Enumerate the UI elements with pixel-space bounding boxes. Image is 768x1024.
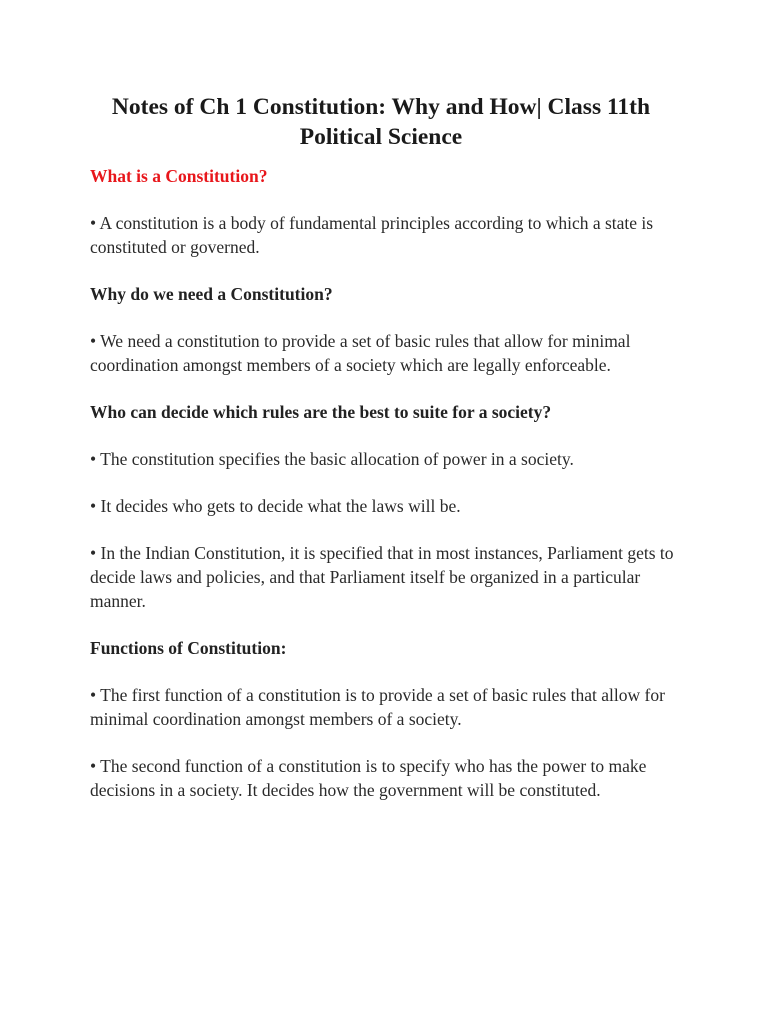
bullet-paragraph: • The constitution specifies the basic allocation of power in a society.: [90, 449, 574, 469]
bullet-paragraph: • In the Indian Constitution, it is specified that in most instances, Parliament gets to decide laws and policies, and that Parliament itself be organized in a particular manner.: [90, 543, 674, 611]
bullet-paragraph: • The first function of a constitution is to provide a set of basic rules that allow for minimal coordination amongst members of a society.: [90, 685, 665, 729]
section-heading-what-is-constitution: What is a Constitution?: [90, 166, 268, 186]
bullet-paragraph: • A constitution is a body of fundamental principles according to which a state is constituted or governed.: [90, 213, 654, 257]
document-title: Notes of Ch 1 Constitution: Why and How| Class 11th Political Science: [111, 94, 651, 150]
section-heading-who-decides-rules: Who can decide which rules are the best to suite for a society?: [90, 402, 552, 422]
bullet-paragraph: • We need a constitution to provide a set of basic rules that allow for minimal coordination amongst members of a society which are legally enforceable.: [90, 331, 631, 375]
section-heading-functions-of-constitution: Functions of Constitution:: [90, 638, 287, 658]
section-heading-why-need-constitution: Why do we need a Constitution?: [90, 284, 333, 304]
document-page: [90, 92, 680, 802]
bullet-paragraph: • It decides who gets to decide what the laws will be.: [90, 496, 461, 516]
bullet-paragraph: • The second function of a constitution is to specify who has the power to make decisions in a society. It decides how the government will be constituted.: [90, 756, 647, 800]
